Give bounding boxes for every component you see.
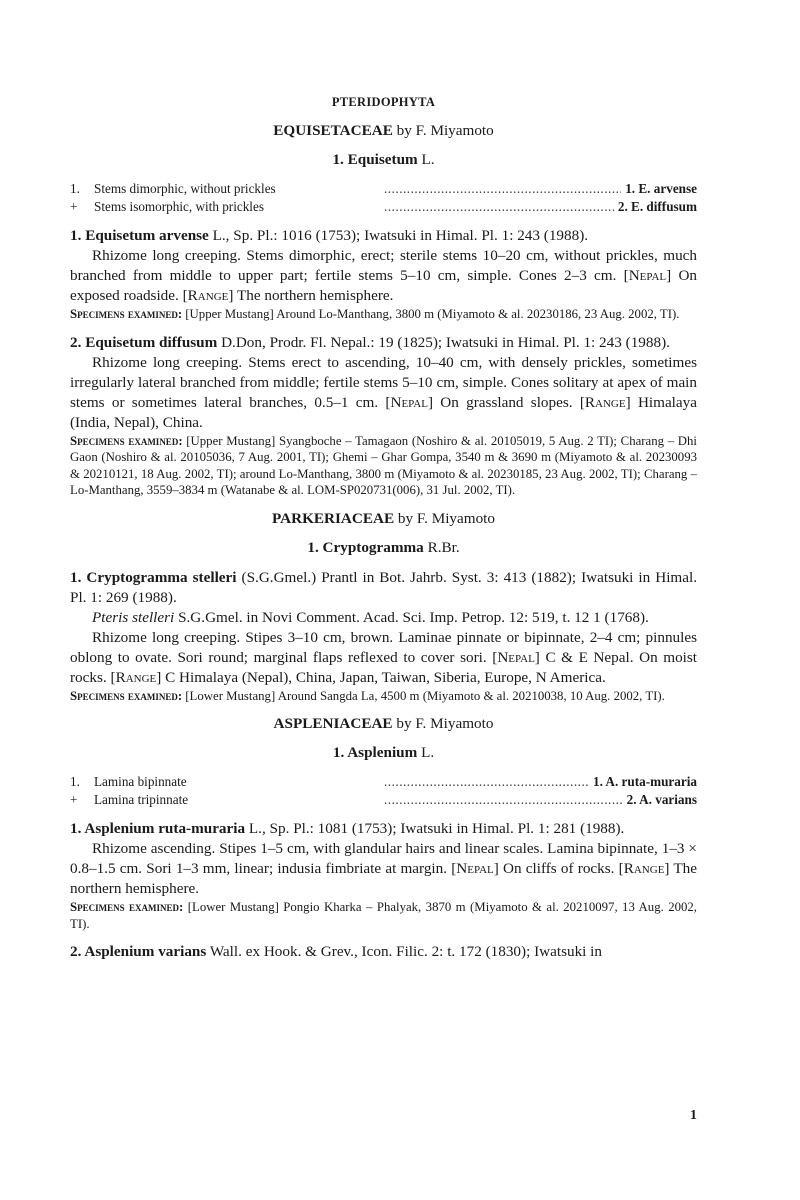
citation-text: L., Sp. Pl.: 1016 (1753); Iwatsuki in Himal. Pl. 1: 243 (1988). xyxy=(208,227,589,244)
key-dot-leader xyxy=(384,198,614,216)
family-name: ASPLENIACEAE xyxy=(273,715,393,732)
species-description: Rhizome long creeping. Stems erect to ascending, 10–40 cm, with densely prickles, sometimes irregularly lateral branched from middle; fertile stems 5–10 cm, simple. Cones solitary at apex of main stems or sometimes lateral branches, 0.5–1 cm. [Nepal] On grassland slopes. [Range] Himalaya (India, Nepal), China. xyxy=(70,353,697,431)
specimens-label: Specimens examined: xyxy=(70,433,183,448)
key-number: + xyxy=(70,198,78,214)
species-entry-asplenium-varians xyxy=(70,942,697,962)
specimens-examined xyxy=(70,688,697,705)
description-text: Rhizome ascending. Stipes 1–5 cm, with glandular hairs and linear scales. Lamina bipinnate, 1–3 × 0.8–1.5 cm. Sori 1–3 mm, linear; indusia fimbriate at margin. xyxy=(70,840,697,877)
range-label: Range xyxy=(187,287,229,304)
citation-text: L., Sp. Pl.: 1081 (1753); Iwatsuki in Himal. Pl. 1: 281 (1988). xyxy=(245,820,625,837)
range-text: The northern hemisphere. xyxy=(70,860,698,897)
species-citation xyxy=(70,819,697,839)
specimens-label: Specimens examined: xyxy=(70,900,184,914)
genus-author: L. xyxy=(421,744,435,761)
key-result: 1. A. ruta-muraria xyxy=(592,774,697,789)
key-dot-leader xyxy=(384,791,623,809)
specimens-label: Specimens examined: xyxy=(70,688,183,703)
genus-name: 1. Cryptogramma xyxy=(307,538,424,556)
species-name: 2. Equisetum diffusum xyxy=(70,333,218,351)
genus-name: 1. Asplenium xyxy=(332,744,418,761)
species-name: 2. Asplenium varians xyxy=(70,943,207,960)
nepal-text: On exposed roadside. xyxy=(70,267,697,304)
genus-heading-cryptogramma xyxy=(70,538,697,558)
key-dot-leader xyxy=(384,180,621,198)
species-citation xyxy=(70,942,697,962)
key-row xyxy=(70,791,697,809)
family-author: by F. Miyamoto xyxy=(396,122,494,139)
synonym-name: Pteris stelleri xyxy=(92,608,175,626)
key-text: Lamina bipinnate xyxy=(94,774,187,789)
range-text: Himalaya (India, Nepal), China. xyxy=(70,393,697,431)
synonym xyxy=(70,608,697,628)
nepal-text: On cliffs of rocks. xyxy=(503,860,615,877)
key-text: Stems dimorphic, without prickles xyxy=(94,181,276,196)
key-text: Lamina tripinnate xyxy=(94,791,189,807)
species-name: 1. Equisetum arvense xyxy=(70,227,209,244)
identification-key-asplenium xyxy=(70,773,697,808)
nepal-text: C & E Nepal. On moist rocks. xyxy=(70,648,698,686)
species-citation xyxy=(70,226,697,246)
key-row xyxy=(70,180,697,198)
specimens-text: [Lower Mustang] Pongio Kharka – Phalyak, 3870 m (Miyamoto & al. 20210097, 13 Aug. 2002, TI). xyxy=(70,900,698,931)
nepal-label: Nepal xyxy=(456,860,494,877)
description-text: Rhizome long creeping. Stems erect to ascending, 10–40 cm, with densely prickles, sometimes irregularly lateral branched from middle; fertile stems 5–10 cm, simple. Cones solitary at apex of main stems or sometimes lateral branches, 0.5–1 cm. xyxy=(70,353,697,411)
range-text: C Himalaya (Nepal), China, Japan, Taiwan, Siberia, Europe, N America. xyxy=(165,668,606,686)
species-name: 1. Asplenium ruta-muraria xyxy=(70,820,246,837)
range-label: Range xyxy=(115,668,157,686)
synonym-citation: S.G.Gmel. in Novi Comment. Acad. Sci. Imp. Petrop. 12: 519, t. 12 1 (1768). xyxy=(174,608,649,626)
specimens-text: [Upper Mustang] Syangboche – Tamagaon (Noshiro & al. 20105019, 5 Aug. 2 TI); Charang – Dhi Gaon (Noshiro & al. 20105036, 7 Aug. 2001, TI); Ghemi – Ghar Gompa, 3540 m & 3690 m (Miyamoto & al. 20230093 & 20210121, 18 Aug. 2002, TI); around Lo-Manthang, 3800 m (Miyamoto & al. 20230185, 23 Aug. 2002, TI); Charang – Lo-Manthang, 3559–3834 m (Watanabe & al. LOM-SP020731(006), 31 Jul. 2002, TI). xyxy=(70,433,697,497)
specimens-label: Specimens examined: xyxy=(70,307,183,321)
description-text: Rhizome long creeping. Stipes 3–10 cm, brown. Laminae pinnate or bipinnate, 2–4 cm; pinnules oblong to ovate. Sori round; marginal flaps reflexed to cover sori. xyxy=(70,628,697,666)
species-entry-equisetum-arvense xyxy=(70,226,697,323)
family-heading-aspleniaceae xyxy=(70,714,697,734)
genus-heading-asplenium xyxy=(70,743,697,763)
key-result: 2. A. varians xyxy=(626,791,697,807)
genus-name: 1. Equisetum xyxy=(332,151,418,168)
page-content xyxy=(70,92,697,972)
species-description: Rhizome long creeping. Stems dimorphic, erect; sterile stems 10–20 cm, without prickles, much branched from middle to upper part; fertile stems 5–10 cm, simple. Cones 2–3 cm. [Nepal] On exposed roadside. [Range] The northern hemisphere. xyxy=(70,247,697,304)
family-heading-equisetaceae xyxy=(70,121,697,141)
species-citation xyxy=(70,333,697,353)
key-dot-leader xyxy=(384,773,589,791)
description-text: Rhizome long creeping. Stems dimorphic, erect; sterile stems 10–20 cm, without prickles, much branched from middle to upper part; fertile stems 5–10 cm, simple. Cones 2–3 cm. xyxy=(70,247,697,284)
species-description: Rhizome long creeping. Stipes 3–10 cm, brown. Laminae pinnate or bipinnate, 2–4 cm; pinnules oblong to ovate. Sori round; marginal flaps reflexed to cover sori. [Nepal] C & E Nepal. On moist rocks. [Range] C Himalaya (Nepal), China, Japan, Taiwan, Siberia, Europe, N America. xyxy=(70,628,698,686)
family-name: EQUISETACEAE xyxy=(273,122,393,139)
family-author: by F. Miyamoto xyxy=(397,509,495,527)
key-text: Stems isomorphic, with prickles xyxy=(94,198,264,214)
page-number: 1 xyxy=(690,1108,697,1123)
specimens-examined xyxy=(70,306,697,323)
species-entry-cryptogramma-stelleri xyxy=(70,568,697,705)
nepal-label: Nepal xyxy=(497,648,535,666)
species-entry-equisetum-diffusum xyxy=(70,333,697,499)
specimens-text: [Lower Mustang] Around Sangda La, 4500 m (Miyamoto & al. 20210038, 10 Aug. 2002, TI). xyxy=(185,688,665,703)
nepal-label: Nepal xyxy=(628,267,667,284)
species-entry-asplenium-ruta-muraria xyxy=(70,819,697,932)
specimens-examined xyxy=(70,899,697,932)
citation-text: Wall. ex Hook. & Grev., Icon. Filic. 2: t. 172 (1830); Iwatsuki in xyxy=(206,943,603,960)
nepal-text: On grassland slopes. xyxy=(440,393,573,411)
key-result: 1. E. arvense xyxy=(625,181,697,196)
division-heading: PTERIDOPHYTA xyxy=(331,95,436,109)
key-number: 1. xyxy=(70,181,80,196)
range-label: Range xyxy=(623,860,665,877)
key-row xyxy=(70,198,697,216)
genus-heading-equisetum xyxy=(70,150,697,170)
family-author: by F. Miyamoto xyxy=(396,715,494,732)
species-description: Rhizome ascending. Stipes 1–5 cm, with glandular hairs and linear scales. Lamina bipinnate, 1–3 × 0.8–1.5 cm. Sori 1–3 mm, linear; indusia fimbriate at margin. [Nepal] On cliffs of rocks. [Range] The northern hemisphere. xyxy=(70,840,698,897)
citation-text: (S.G.Gmel.) Prantl in Bot. Jahrb. Syst. 3: 413 (1882); Iwatsuki in Himal. Pl. 1: 269 (1988). xyxy=(70,568,697,606)
family-name: PARKERIACEAE xyxy=(272,509,395,527)
key-number: 1. xyxy=(70,774,80,789)
range-label: Range xyxy=(584,393,626,411)
species-name: 1. Cryptogramma stelleri xyxy=(70,568,237,586)
specimens-examined xyxy=(70,433,697,499)
genus-author: L. xyxy=(421,151,435,168)
citation-text: D.Don, Prodr. Fl. Nepal.: 19 (1825); Iwatsuki in Himal. Pl. 1: 243 (1988). xyxy=(217,333,670,351)
family-heading-parkeriaceae xyxy=(70,509,697,529)
range-text: The northern hemisphere. xyxy=(236,287,394,304)
identification-key-equisetum xyxy=(70,180,697,215)
nepal-label: Nepal xyxy=(390,393,428,411)
key-result: 2. E. diffusum xyxy=(617,198,697,214)
genus-author: R.Br. xyxy=(427,538,460,556)
key-number: + xyxy=(70,791,78,807)
species-citation xyxy=(70,568,697,608)
key-row xyxy=(70,773,697,791)
specimens-text: [Upper Mustang] Around Lo-Manthang, 3800 m (Miyamoto & al. 20230186, 23 Aug. 2002, TI). xyxy=(185,307,680,321)
